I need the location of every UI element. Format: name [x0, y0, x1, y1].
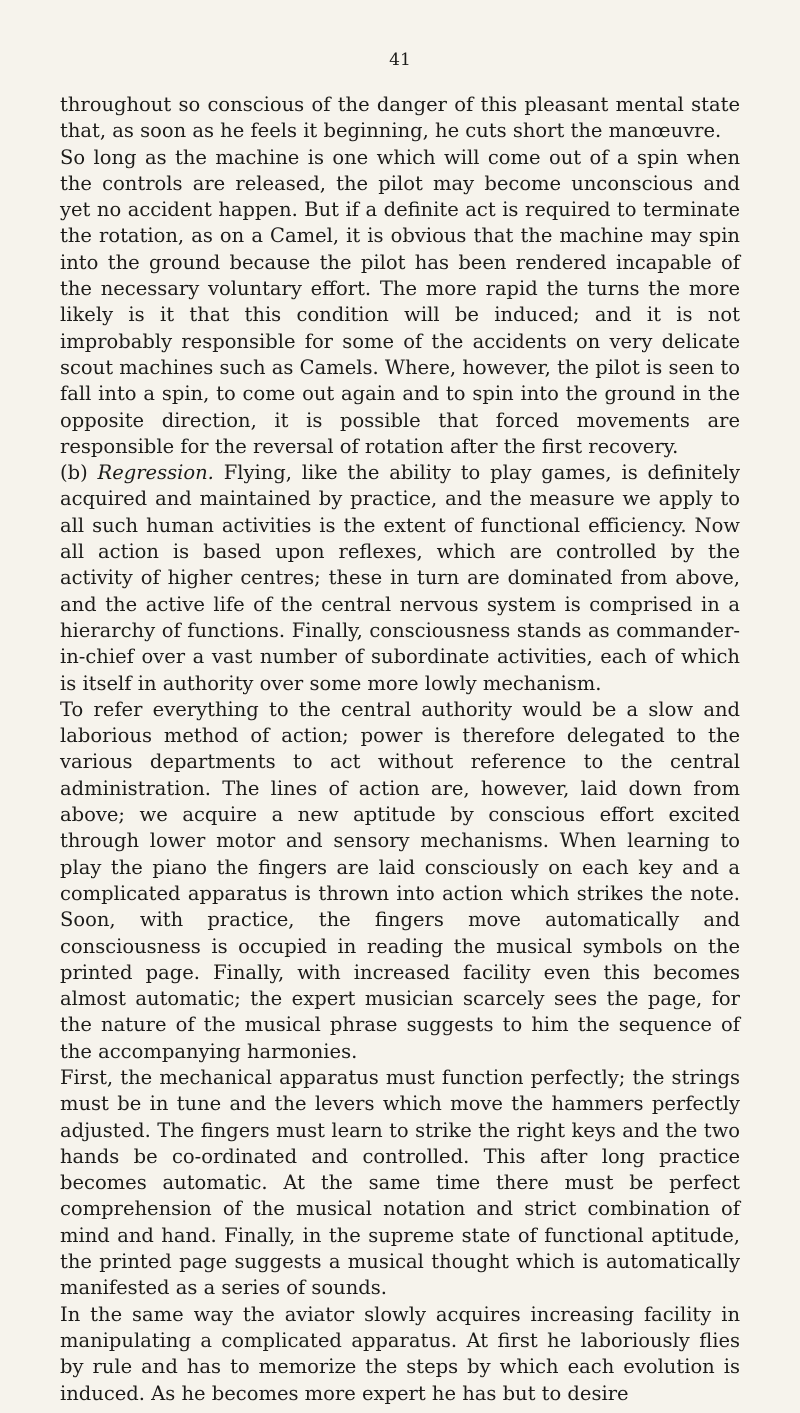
body-text: [60, 92, 740, 1407]
paragraph-1: throughout so conscious of the danger of this pleasant mental state that, as soon as he feels it beginning, he cuts short the manœuvre.: [60, 93, 740, 143]
page-number: 41: [389, 50, 411, 70]
paragraph-4: To refer everything to the central authority would be a slow and laborious method of action; power is therefore delegated to the various departments to act without reference to the central administration. The lines of action are, however, laid down from above; we acquire a new aptitude by conscious effort excited through lower motor and sensory mechanisms. When learning to play the piano the fingers are laid consciously on each key and a complicated apparatus is thrown into action which strikes the note. Soon, with practice, the fingers move automatically and consciousness is occupied in reading the musical symbols on the printed page. Finally, with increased facility even this becomes almost automatic; the expert musician scarcely sees the page, for the nature of the musical phrase suggests to him the sequence of the accompanying harmonies.: [60, 697, 740, 1063]
section-heading-regression: Regression.: [97, 461, 214, 485]
paragraph-2: So long as the machine is one which will come out of a spin when the controls are released, the pilot may become unconscious and yet no accident happen. But if a definite act is required to terminate the rotation, as on a Camel, it is obvious that the machine may spin into the ground because the pilot has been rendered incapable of the necessary voluntary effort. The more rapid the turns the more likely is it that this condition will be induced; and it is not improbably responsible for some of the accidents on very delicate scout machines such as Camels. Where, however, the pilot is seen to fall into a spin, to come out again and to spin into the ground in the opposite direction, it is possible that forced movements are responsible for the reversal of rotation after the first recovery.: [60, 145, 740, 458]
section-prefix: (b): [60, 461, 98, 485]
paragraph-3-text: Flying, like the ability to play games, is definitely acquired and maintained by practice, and the measure we apply to all such human activities is the extent of functional efficiency. Now all action is based upon reflexes, which are controlled by the activity of higher centres; these in turn are dominated from above, and the active life of the central nervous system is comprised in a hierarchy of functions. Finally, consciousness stands as commander-in-chief over a vast number of subordinate activities, each of which is itself in authority over some more lowly mechanism.: [60, 461, 740, 695]
paragraph-6: In the same way the aviator slowly acquires increasing facility in manipulating a complicated apparatus. At first he laboriously flies by rule and has to memorize the steps by which each evolution is induced. As he becomes more expert he has but to desire: [60, 1302, 740, 1405]
paragraph-3: [60, 460, 740, 697]
paragraph-5: First, the mechanical apparatus must function perfectly; the strings must be in tune and the levers which move the hammers perfectly adjusted. The fingers must learn to strike the right keys and the two hands be co-ordinated and controlled. This after long practice becomes automatic. At the same time there must be perfect comprehension of the musical notation and strict combination of mind and hand. Finally, in the supreme state of functional aptitude, the printed page suggests a musical thought which is automatically manifested as a series of sounds.: [60, 1065, 740, 1300]
